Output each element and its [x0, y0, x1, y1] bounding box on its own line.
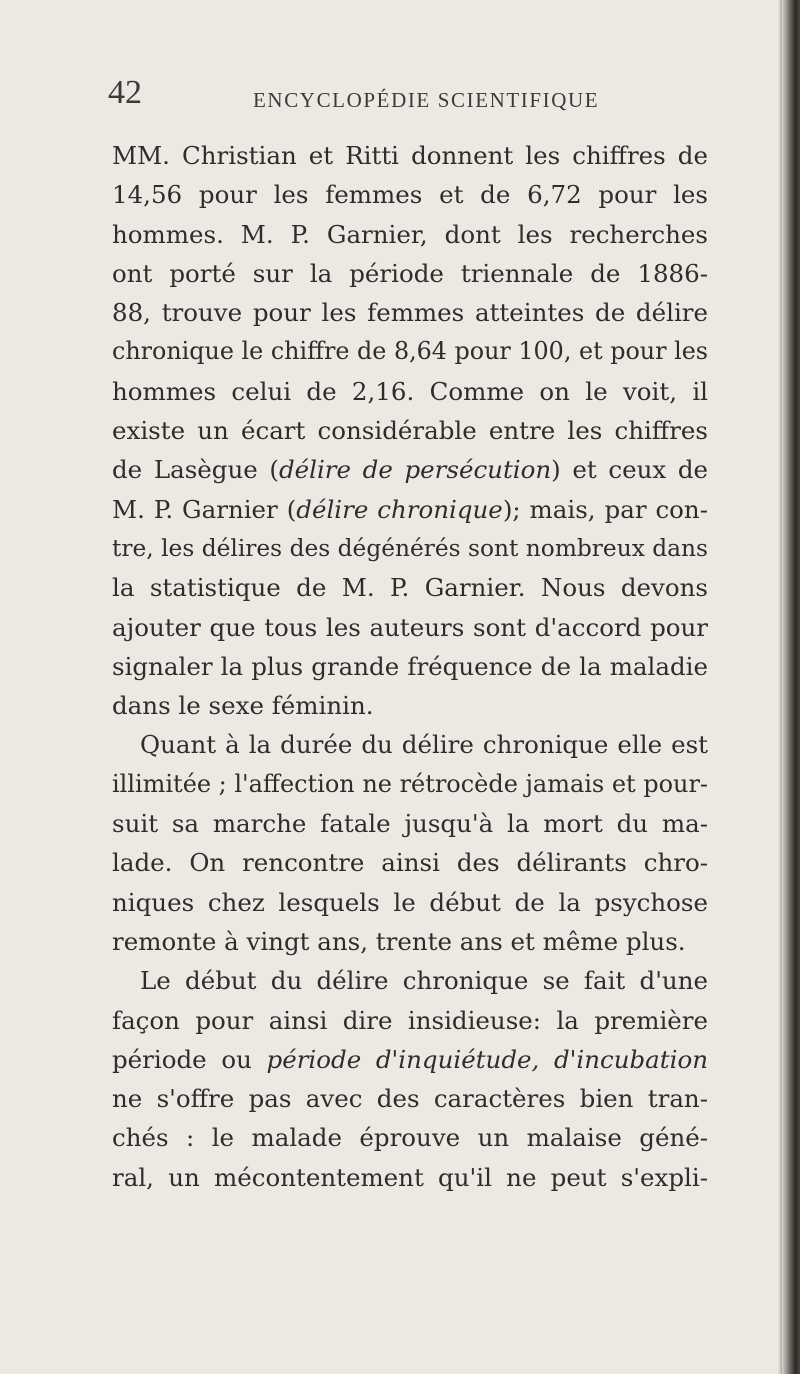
text-segment: ont porté sur la période triennale de 1886- — [112, 258, 708, 288]
text-line — [112, 922, 708, 961]
text-segment: période ou — [112, 1044, 267, 1074]
text-segment: suit sa marche fatale jusqu'à la mort du ma- — [112, 809, 708, 839]
text-segment: ajouter que tous les auteurs sont d'accord pour — [112, 612, 708, 642]
text-segment: existe un écart considérable entre les chiffres — [112, 416, 708, 446]
text-segment: 14,56 pour les femmes et de 6,72 pour les — [112, 180, 708, 210]
text-line — [112, 254, 708, 293]
text-line — [112, 215, 708, 254]
text-line — [112, 725, 708, 764]
text-line — [112, 843, 708, 882]
text-line — [112, 961, 708, 1000]
text-line — [112, 765, 708, 804]
text-segment: ne s'offre pas avec des caractères bien tran- — [112, 1084, 708, 1114]
text-segment: MM. Christian et Ritti donnent les chiffres de — [112, 141, 708, 170]
text-segment: chronique le chiffre de 8,64 pour 100, et pour les — [112, 337, 708, 366]
text-segment: M. P. Garnier ( — [112, 494, 297, 524]
text-line — [112, 372, 708, 411]
italic-term: période d'inquiétude, d'incubation — [266, 1044, 708, 1074]
running-title: ENCYCLOPÉDIE SCIENTIFIQUE — [253, 88, 600, 112]
text-line — [112, 1079, 708, 1118]
text-segment: illimitée ; l'affection ne rétrocède jamais et pour- — [112, 769, 709, 798]
text-segment: ) et ceux de — [551, 455, 709, 485]
text-segment: hommes celui de 2,16. Comme on le voit, il — [112, 376, 708, 406]
text-segment: la statistique de M. P. Garnier. Nous devons — [112, 573, 708, 603]
text-segment: ral, un mécontentement qu'il ne peut s'expli- — [112, 1162, 708, 1192]
text-segment: signaler la plus grande fréquence de la maladie — [112, 651, 708, 681]
text-line — [112, 1158, 708, 1197]
text-line — [112, 647, 708, 686]
text-segment: chés : le malade éprouve un malaise géné- — [112, 1123, 708, 1153]
text-segment: Quant à la durée du délire chronique elle est — [140, 730, 708, 760]
text-line — [112, 686, 708, 725]
page-edge — [782, 0, 800, 1374]
body-text — [112, 136, 708, 1197]
text-line — [112, 490, 708, 529]
text-line — [112, 529, 708, 568]
text-segment: tre, les délires des dégénérés sont nombreux dans — [112, 534, 708, 562]
text-line — [112, 883, 708, 922]
text-segment: ); mais, par con- — [502, 494, 708, 524]
text-line — [112, 175, 708, 214]
text-line — [112, 450, 708, 489]
italic-term: délire de persécution — [278, 455, 552, 485]
text-segment: lade. On rencontre ainsi des délirants chro- — [112, 848, 708, 878]
text-line — [112, 136, 708, 175]
text-segment: hommes. M. P. Garnier, dont les recherches — [112, 219, 708, 249]
text-line — [112, 1040, 708, 1079]
text-segment: remonte à vingt ans, trente ans et même plus. — [112, 926, 686, 956]
text-line — [112, 411, 708, 450]
text-line — [112, 332, 708, 371]
text-segment: de Lasègue ( — [112, 455, 279, 485]
text-line — [112, 1118, 708, 1157]
page-number: 42 — [108, 74, 142, 111]
text-line — [112, 568, 708, 607]
text-line — [112, 804, 708, 843]
text-segment: 88, trouve pour les femmes atteintes de délire — [112, 298, 708, 328]
text-segment: niques chez lesquels le début de la psychose — [112, 887, 708, 917]
text-line — [112, 293, 708, 332]
text-segment: Le début du délire chronique se fait d'une — [140, 966, 708, 996]
italic-term: délire chronique — [296, 494, 503, 524]
text-segment: façon pour ainsi dire insidieuse: la première — [112, 1005, 708, 1035]
text-line — [112, 1001, 708, 1040]
text-line — [112, 608, 708, 647]
text-segment: dans le sexe féminin. — [112, 691, 374, 721]
